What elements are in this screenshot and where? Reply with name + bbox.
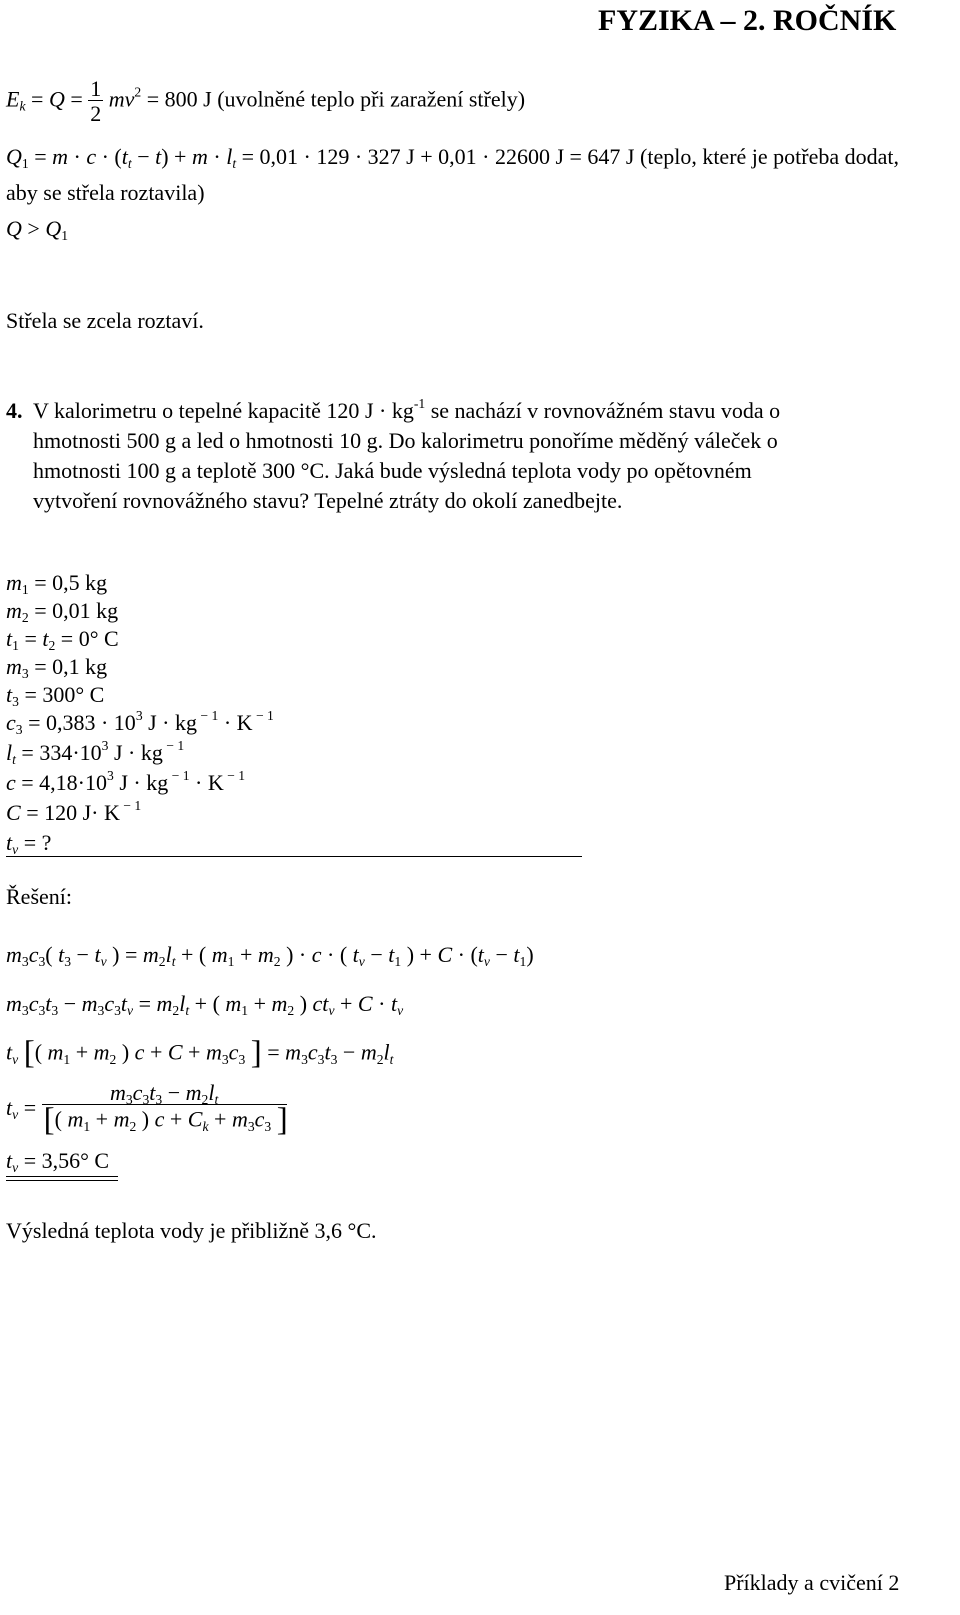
given-m2: $m_2 = 0,01$ kg <box>6 598 119 626</box>
given-c: $c = 4,18\cdot 10^3$ J · kg $^{- 1}$ · K $^{- 1}$ <box>6 767 246 795</box>
given-m1: $m_1 = 0,5$ kg <box>6 570 108 598</box>
final-result-double-underline <box>6 1176 118 1181</box>
solution-equation-4: $t_v$ = $\frac{m_3c_3t_3 - m_2l_t}{[( m_1 + m_2 ) c + C_k + m_3c_3 ]}$ <box>6 1080 288 1138</box>
final-result: $t_v = 3,56^\circ$ C <box>6 1148 110 1176</box>
kinetic-energy-note: (uvolněné teplo při zaražení střely) <box>217 86 526 112</box>
comparison-equation: $Q > Q_1$ <box>6 216 69 244</box>
conclusion-final-temperature: Výsledná teplota vody je přibližně 3,6 °C. <box>6 1218 377 1243</box>
given-separator-line <box>6 856 582 857</box>
given-t1-t2: $t_1 = t_2 = 0^\circ$ C <box>6 626 119 654</box>
page-footer: Příklady a cvičení 2 <box>724 1570 900 1595</box>
problem-line-1: V kalorimetru o tepelné kapacitě 120 $J \cdot kg^{-1}$ se nachází v rovnovážném stavu voda o <box>33 395 781 423</box>
q1-note-continued: aby se střela roztavila) <box>6 180 205 205</box>
problem-line-4: vytvoření rovnovážného stavu? Tepelné ztráty do okolí zanedbejte. <box>33 488 623 513</box>
solution-equation-3: $t_v$ [( $m_1 + m_2$ ) $c + C + m_3c_3$ ] = $m_3c_3t_3 - m_2l_t$ <box>6 1035 394 1071</box>
problem-number: 4. <box>6 398 23 423</box>
given-t3: $t_3 = 300^\circ$ C <box>6 682 105 710</box>
given-m3: $m_3 = 0,1$ kg <box>6 654 108 682</box>
solution-equation-2: $m_3c_3t_3 - m_3c_3t_v = m_2l_t$ + ( $m_1 + m_2$ ) $ct_v + C \cdot t_v$ <box>6 991 404 1019</box>
problem-line-2: hmotnosti 500 g a led o hmotnosti 10 g. Do kalorimetru ponoříme měděný váleček o <box>33 428 778 453</box>
kinetic-energy-equation: $E_k = Q$ = $\frac{1}{2}$ $mv^2 = 800$ J (uvolněné teplo při zaražení střely) <box>6 76 526 126</box>
solution-label: Řešení: <box>6 884 72 909</box>
solution-equation-1: $m_3c_3$( $t_3 - t_v$ ) = $m_2l_t$ + ( $m_1 + m_2$ ) · c · ( $t_v - t_1$ ) + $C \cdot (t_v - t_1)$ <box>6 942 534 970</box>
page-header-title: FYZIKA – 2. ROČNÍK <box>598 4 897 37</box>
problem-line-3: hmotnosti 100 g a teplotě 300 °C. Jaká bude výsledná teplota vody po opětovném <box>33 458 752 483</box>
q1-note: (teplo, které je potřeba dodat, <box>640 144 900 169</box>
given-C: C = 120 J· K $^{- 1}$ <box>6 797 142 825</box>
conclusion-bullet-melts: Střela se zcela roztaví. <box>6 308 204 333</box>
given-c3: $c_3 = 0,383 \cdot 10^3$ J · kg $^{- 1}$ · K $^{- 1}$ <box>6 707 274 738</box>
given-lt: $l_t = 334\cdot 10^3$ J · kg $^{- 1}$ <box>6 737 185 768</box>
q1-equation: $Q_1 = m \cdot c \cdot (t_t - t) + m \cdot l_t = 0,01 \cdot 129 \cdot 327$ J + 0,01 · 22600 J = 647 J (teplo, které je potřeba dodat, <box>6 144 900 172</box>
given-tv: $t_v$ = ? <box>6 830 52 858</box>
